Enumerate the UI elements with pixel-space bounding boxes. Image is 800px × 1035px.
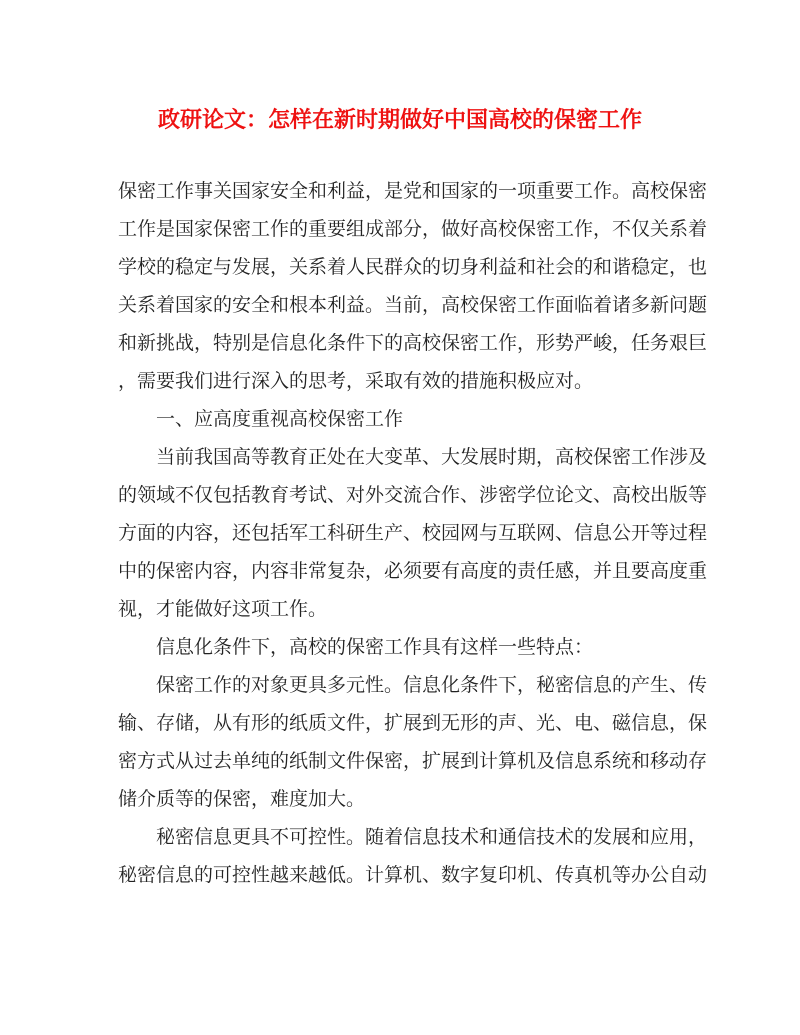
paragraph-line: 中的保密内容，内容非常复杂，必须要有高度的责任感，并且要高度重 [118, 560, 708, 582]
paragraph-line: ，需要我们进行深入的思考，采取有效的措施积极应对。 [118, 370, 594, 392]
paragraph-line: 工作是国家保密工作的重要组成部分，做好高校保密工作，不仅关系着 [118, 218, 708, 240]
paragraph-line: 和新挑战，特别是信息化条件下的高校保密工作，形势严峻，任务艰巨 [118, 332, 708, 354]
paragraph-line: 密方式从过去单纯的纸制文件保密，扩展到计算机及信息系统和移动存 [118, 750, 708, 772]
section-heading: 一、应高度重视高校保密工作 [156, 408, 404, 430]
paragraph-line: 信息化条件下，高校的保密工作具有这样一些特点： [156, 636, 594, 658]
paragraph-line: 储介质等的保密，难度加大。 [118, 788, 366, 810]
paragraph-line: 关系着国家的安全和根本利益。当前，高校保密工作面临着诸多新问题 [118, 294, 708, 316]
paragraph-line: 保密工作事关国家安全和利益，是党和国家的一项重要工作。高校保密 [118, 180, 708, 202]
document-body [118, 172, 708, 894]
paragraph-line: 输、存储，从有形的纸质文件，扩展到无形的声、光、电、磁信息，保 [118, 712, 708, 734]
paragraph-line: 的领域不仅包括教育考试、对外交流合作、涉密学位论文、高校出版等 [118, 484, 708, 506]
document-title: 政研论文：怎样在新时期做好中国高校的保密工作 [157, 107, 642, 133]
paragraph-line: 保密工作的对象更具多元性。信息化条件下，秘密信息的产生、传 [156, 674, 708, 696]
paragraph-line: 视，才能做好这项工作。 [118, 598, 328, 620]
paragraph-line: 秘密信息更具不可控性。随着信息技术和通信技术的发展和应用， [156, 826, 708, 848]
paragraph-line: 学校的稳定与发展，关系着人民群众的切身利益和社会的和谐稳定，也 [118, 256, 708, 278]
paragraph-line: 秘密信息的可控性越来越低。计算机、数字复印机、传真机等办公自动 [118, 864, 708, 886]
paragraph-line: 方面的内容，还包括军工科研生产、校园网与互联网、信息公开等过程 [118, 522, 708, 544]
paragraph-line: 当前我国高等教育正处在大变革、大发展时期，高校保密工作涉及 [156, 446, 708, 468]
